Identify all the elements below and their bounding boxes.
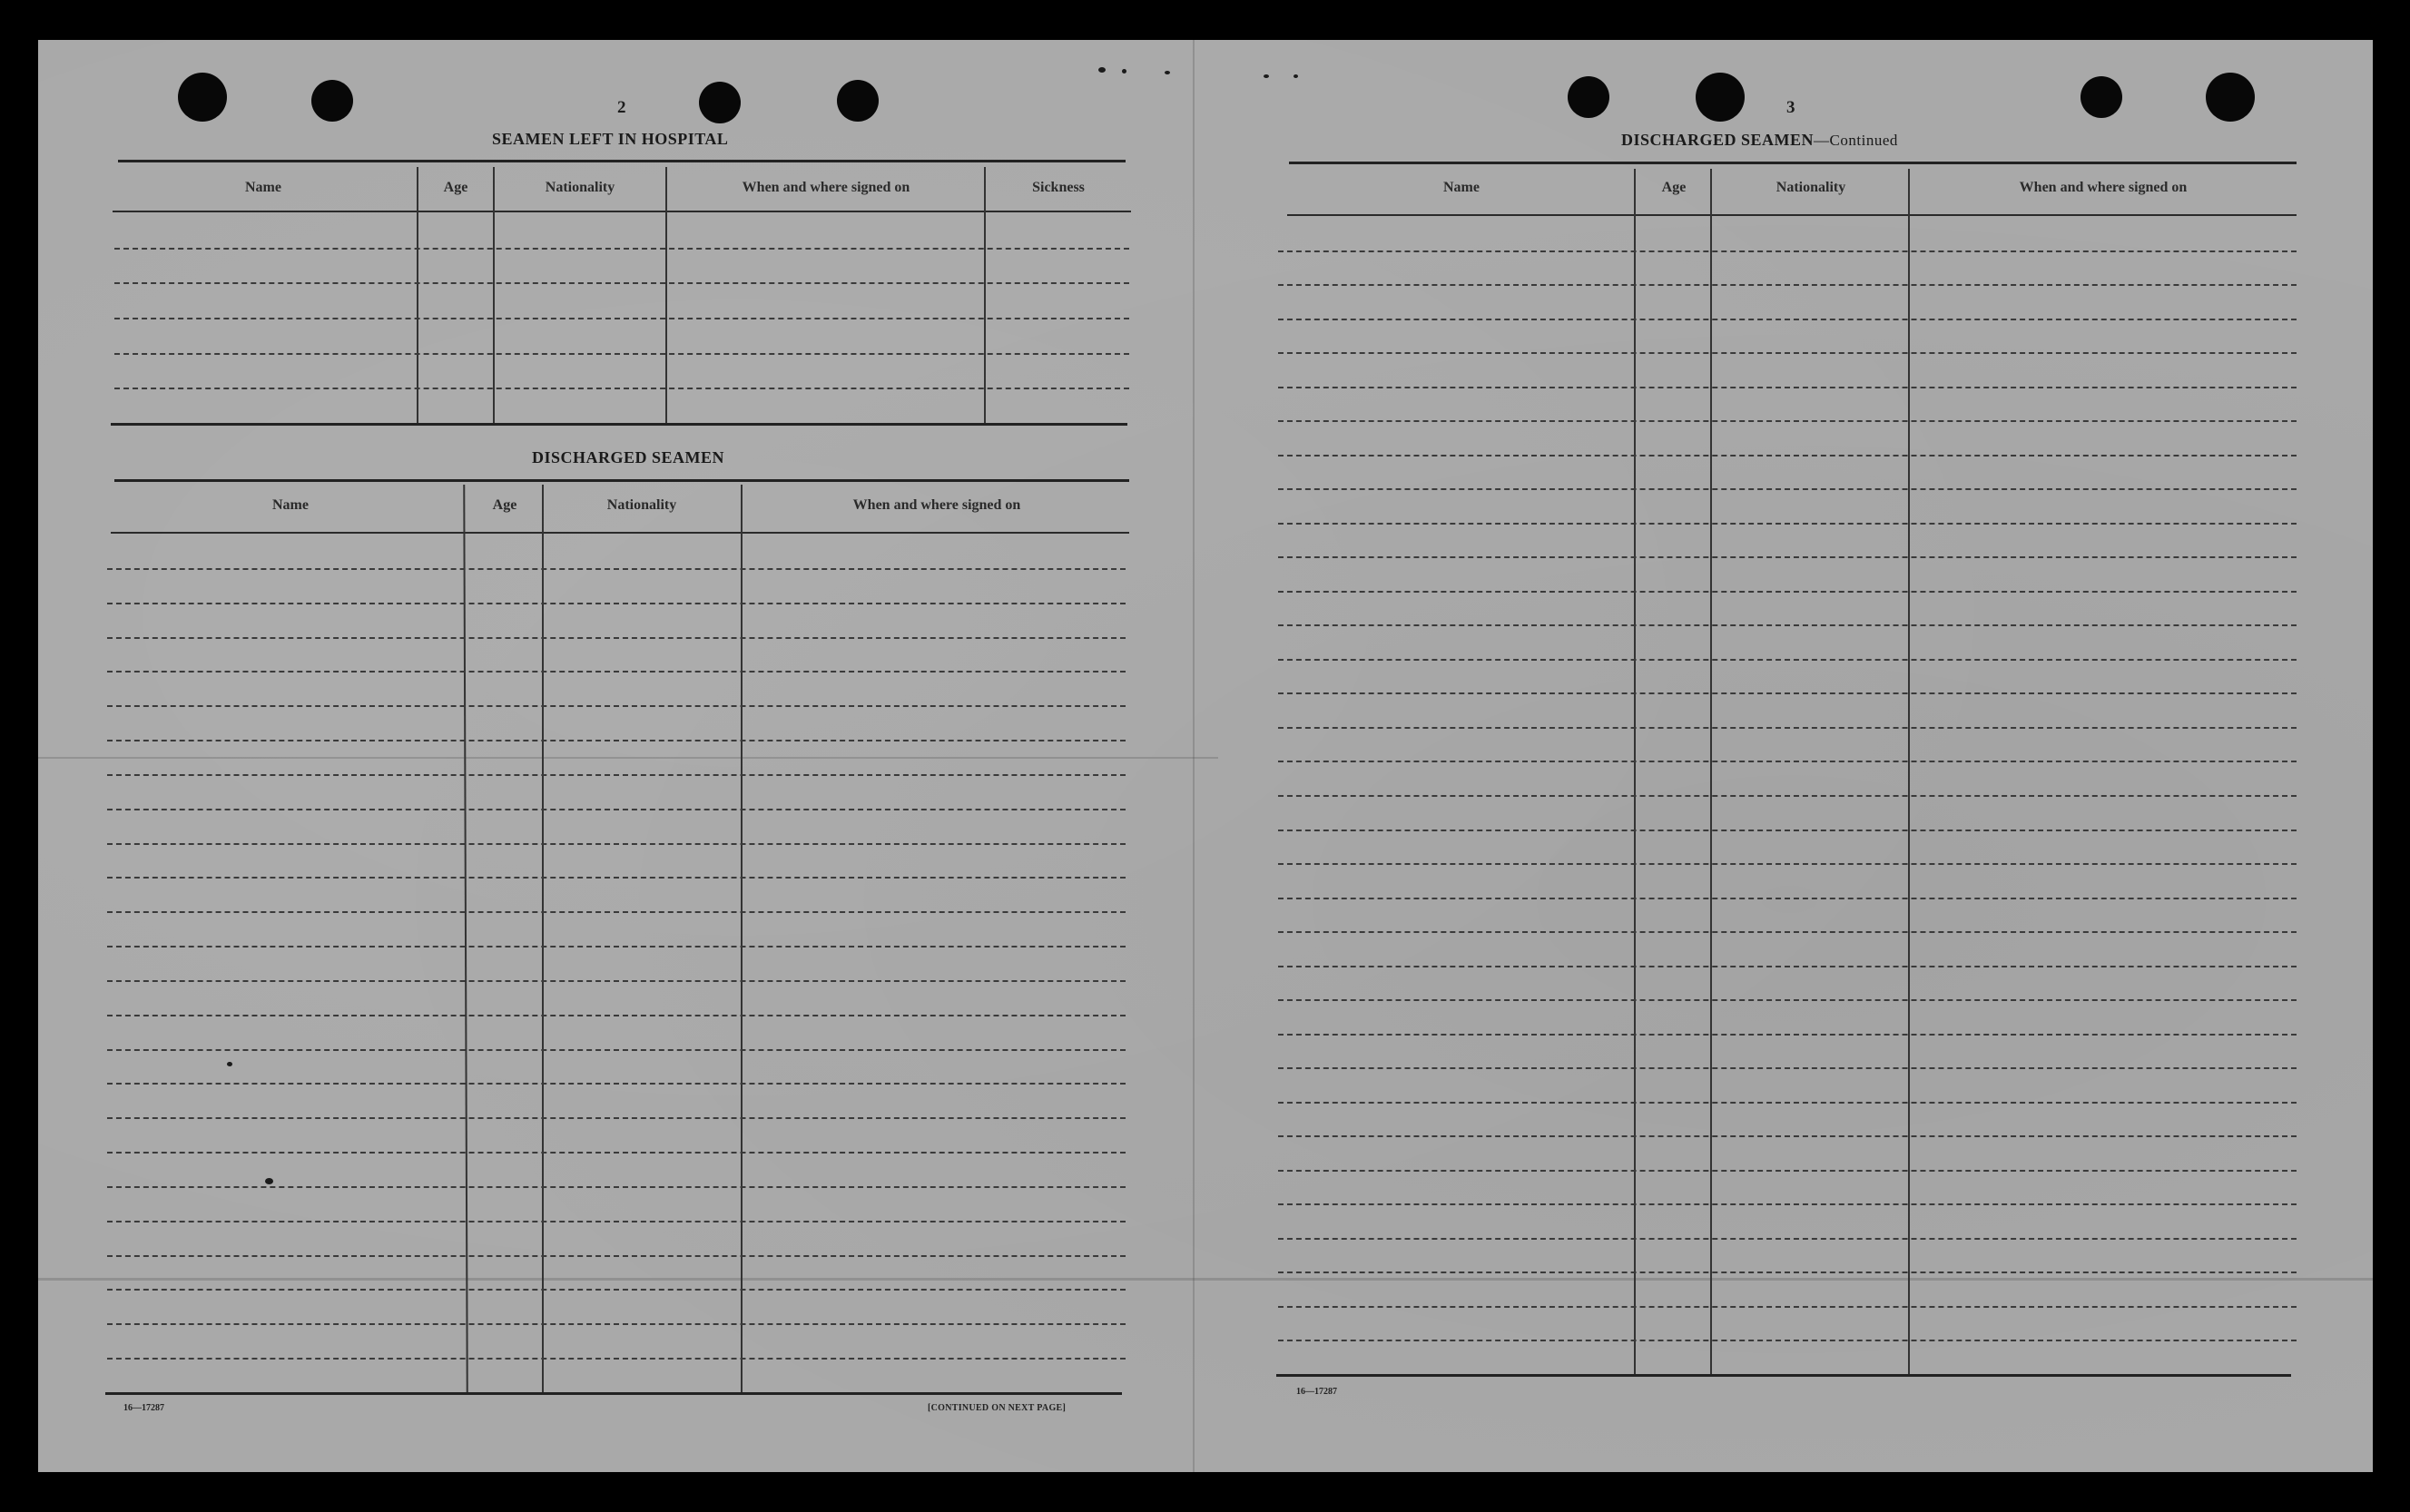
discharged-continued-title bbox=[1621, 131, 1898, 150]
discharged-continued-title-main: DISCHARGED SEAMEN bbox=[1621, 131, 1815, 149]
ink-speck bbox=[1264, 74, 1269, 78]
discharged-row-line bbox=[107, 1186, 1126, 1188]
discharged-row-line bbox=[107, 1221, 1126, 1222]
discharged-row-line bbox=[107, 809, 1126, 810]
hospital-row-line bbox=[114, 353, 1129, 355]
continued-row-line bbox=[1278, 1135, 2297, 1137]
page-number-right: 3 bbox=[1786, 98, 1795, 117]
ink-speck bbox=[1098, 67, 1106, 73]
discharged-col-signed-on: When and where signed on bbox=[852, 497, 1021, 513]
hospital-row-line bbox=[114, 282, 1129, 284]
document-sheet bbox=[38, 40, 2373, 1472]
punch-hole bbox=[699, 82, 741, 123]
continued-row-line bbox=[1278, 1067, 2297, 1069]
hospital-col-divider bbox=[493, 167, 495, 423]
discharged-row-line bbox=[107, 877, 1126, 879]
continued-row-line bbox=[1278, 1170, 2297, 1172]
continued-col-age: Age bbox=[1661, 180, 1687, 195]
horizontal-fold-upper bbox=[38, 757, 1218, 759]
continued-row-line bbox=[1278, 830, 2297, 831]
continued-note: [CONTINUED ON NEXT PAGE] bbox=[928, 1403, 1067, 1413]
continued-row-line bbox=[1278, 556, 2297, 558]
continued-row-line bbox=[1278, 1340, 2297, 1341]
continued-row-line bbox=[1278, 863, 2297, 865]
discharged-section-title: DISCHARGED SEAMEN bbox=[532, 448, 725, 466]
discharged-row-line bbox=[107, 671, 1126, 673]
continued-col-divider bbox=[1908, 169, 1910, 1374]
discharged-row-line bbox=[107, 1117, 1126, 1119]
discharged-bottom-rule bbox=[105, 1392, 1122, 1395]
continued-row-line bbox=[1278, 1034, 2297, 1036]
continued-row-line bbox=[1278, 931, 2297, 933]
discharged-row-line bbox=[107, 1083, 1126, 1085]
continued-row-line bbox=[1278, 1306, 2297, 1308]
punch-hole bbox=[1568, 76, 1609, 118]
punch-hole bbox=[311, 80, 353, 122]
ink-speck bbox=[227, 1062, 232, 1066]
continued-row-line bbox=[1278, 352, 2297, 354]
continued-row-line bbox=[1278, 1203, 2297, 1205]
hospital-row-line bbox=[114, 388, 1129, 389]
continued-row-line bbox=[1278, 455, 2297, 457]
discharged-row-line bbox=[107, 1152, 1126, 1154]
ink-speck bbox=[265, 1178, 273, 1184]
discharged-row-line bbox=[107, 1358, 1126, 1360]
discharged-top-rule bbox=[114, 479, 1129, 482]
hospital-col-sickness: Sickness bbox=[1032, 180, 1085, 195]
punch-hole bbox=[178, 73, 227, 122]
continued-col-name: Name bbox=[1443, 180, 1480, 195]
form-number-right: 16—17287 bbox=[1296, 1387, 1337, 1397]
discharged-continued-suffix: —Continued bbox=[1814, 132, 1898, 149]
continued-row-line bbox=[1278, 624, 2297, 626]
discharged-row-line bbox=[107, 774, 1126, 776]
punch-hole bbox=[2206, 73, 2255, 122]
discharged-row-line bbox=[107, 603, 1126, 604]
continued-row-line bbox=[1278, 761, 2297, 762]
continued-col-signed-on: When and where signed on bbox=[2019, 180, 2188, 195]
continued-col-divider bbox=[1710, 169, 1712, 1374]
continued-row-line bbox=[1278, 1271, 2297, 1273]
continued-row-line bbox=[1278, 1102, 2297, 1104]
continued-row-line bbox=[1278, 966, 2297, 967]
continued-row-line bbox=[1278, 1238, 2297, 1240]
discharged-row-line bbox=[107, 1323, 1126, 1325]
discharged-col-nationality: Nationality bbox=[606, 497, 677, 513]
ink-speck bbox=[1122, 69, 1126, 74]
discharged-header-rule bbox=[111, 532, 1129, 534]
hospital-header-rule bbox=[113, 211, 1131, 212]
discharged-row-line bbox=[107, 843, 1126, 845]
horizontal-fold-lower bbox=[38, 1278, 2373, 1281]
hospital-col-divider bbox=[984, 167, 986, 423]
discharged-row-line bbox=[107, 1049, 1126, 1051]
discharged-row-line bbox=[107, 980, 1126, 982]
discharged-row-line bbox=[107, 705, 1126, 707]
punch-hole bbox=[837, 80, 879, 122]
hospital-col-name: Name bbox=[245, 180, 281, 195]
hospital-section-title: SEAMEN LEFT IN HOSPITAL bbox=[492, 130, 729, 148]
discharged-col-age: Age bbox=[492, 497, 517, 513]
discharged-row-line bbox=[107, 637, 1126, 639]
hospital-col-divider bbox=[665, 167, 667, 423]
continued-row-line bbox=[1278, 488, 2297, 490]
discharged-row-line bbox=[107, 946, 1126, 947]
continued-row-line bbox=[1278, 692, 2297, 694]
punch-hole bbox=[2080, 76, 2122, 118]
discharged-row-line bbox=[107, 911, 1126, 913]
discharged-row-line bbox=[107, 1289, 1126, 1291]
continued-col-nationality: Nationality bbox=[1776, 180, 1846, 195]
continued-row-line bbox=[1278, 898, 2297, 899]
hospital-col-divider bbox=[417, 167, 418, 423]
continued-row-line bbox=[1278, 250, 2297, 252]
continued-row-line bbox=[1278, 284, 2297, 286]
ink-speck bbox=[1294, 74, 1298, 78]
continued-row-line bbox=[1278, 659, 2297, 661]
hospital-col-signed-on: When and where signed on bbox=[742, 180, 910, 195]
continued-row-line bbox=[1278, 420, 2297, 422]
continued-header-rule bbox=[1287, 214, 2297, 216]
form-number-left: 16—17287 bbox=[123, 1403, 164, 1413]
hospital-row-line bbox=[114, 318, 1129, 319]
continued-row-line bbox=[1278, 727, 2297, 729]
discharged-row-line bbox=[107, 568, 1126, 570]
continued-row-line bbox=[1278, 523, 2297, 525]
continued-row-line bbox=[1278, 387, 2297, 388]
ink-speck bbox=[1165, 71, 1170, 74]
center-fold bbox=[1193, 40, 1195, 1472]
discharged-row-line bbox=[107, 740, 1126, 741]
continued-row-line bbox=[1278, 999, 2297, 1001]
continued-bottom-rule bbox=[1276, 1374, 2291, 1377]
punch-hole bbox=[1696, 73, 1745, 122]
continued-top-rule bbox=[1289, 162, 2297, 164]
continued-row-line bbox=[1278, 319, 2297, 320]
hospital-col-nationality: Nationality bbox=[545, 180, 615, 195]
continued-row-line bbox=[1278, 591, 2297, 593]
hospital-row-line bbox=[114, 248, 1129, 250]
continued-row-line bbox=[1278, 795, 2297, 797]
page-number-left: 2 bbox=[617, 98, 626, 117]
discharged-row-line bbox=[107, 1255, 1126, 1257]
discharged-row-line bbox=[107, 1015, 1126, 1016]
discharged-col-name: Name bbox=[272, 497, 309, 513]
hospital-bottom-rule bbox=[111, 423, 1127, 426]
continued-col-divider bbox=[1634, 169, 1636, 1374]
hospital-col-age: Age bbox=[443, 180, 468, 195]
hospital-top-rule bbox=[118, 160, 1126, 162]
